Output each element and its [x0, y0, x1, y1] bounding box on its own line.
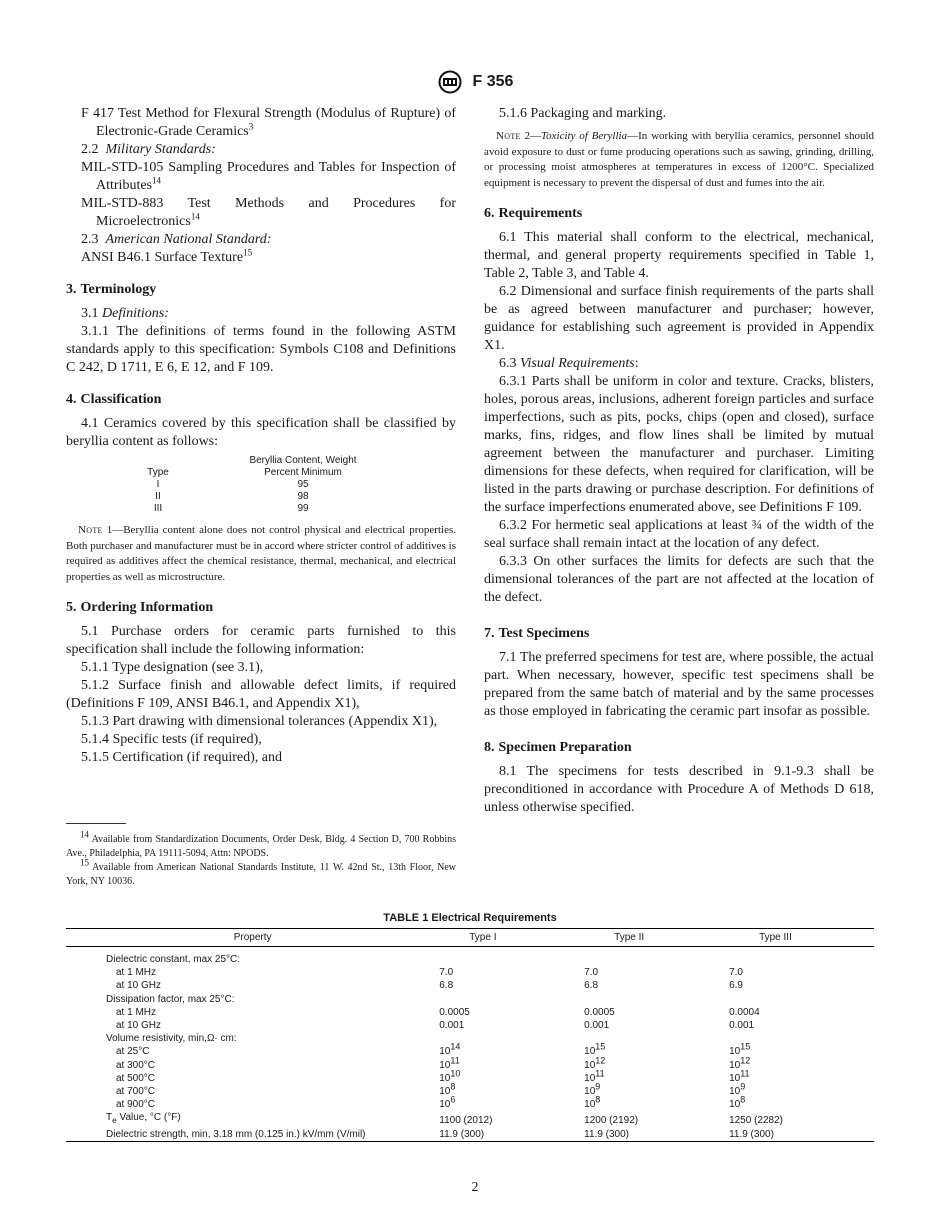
- property-label: at 10 GHz: [116, 1020, 162, 1032]
- value-type-3: 1250 (2282): [729, 1115, 783, 1127]
- paragraph-3-1-1: 3.1.1 The definitions of terms found in the following ASTM standards apply to this specification: Symbols C108 and Definitions C 242, D 1711, E 6, E 12, and F 109.: [66, 324, 456, 375]
- reference-f417: F 417 Test Method for Flexural Strength (Modulus of Rupture) of Electronic-Grade Ceramics$^3$: [81, 106, 456, 139]
- table-row: [66, 1019, 874, 1032]
- section-6-heading: 6. Requirements: [484, 206, 583, 221]
- beryllia-row: III 99: [153, 503, 309, 514]
- value-type-1: $10^{14}$: [439, 1042, 461, 1058]
- value-type-3: 11.9 (300): [729, 1128, 874, 1142]
- table-1-electrical-requirements: [66, 912, 874, 1142]
- paragraph-6-3-3: 6.3.3 On other surfaces the limits for defects are such that the dimensional tolerances of the part are not affected at the location of the defect.: [484, 554, 874, 605]
- value-type-2: 0.0005: [584, 1006, 615, 1018]
- paragraph-5-1-1: 5.1.1 Type designation (see 3.1),: [81, 660, 264, 675]
- paragraph-4-1: 4.1 Ceramics covered by this specification shall be classified by beryllia content as follows:: [66, 416, 456, 449]
- column-header-type-3: Type III: [729, 929, 874, 947]
- property-label: at 700°C: [116, 1086, 156, 1098]
- value-type-1: $10^{11}$: [439, 1055, 460, 1071]
- paragraph-8-1: 8.1 The specimens for tests described in 9.1-9.3 shall be preconditioned in accordance with Procedure A of Methods D 618, unless otherwise specified.: [484, 764, 874, 815]
- paragraph-5-1-6: 5.1.6 Packaging and marking.: [499, 106, 667, 121]
- paragraph-6-3: 6.3 Visual Requirements:: [499, 356, 639, 371]
- table-row: [66, 1006, 874, 1019]
- property-label: at 1 MHz: [116, 1006, 157, 1018]
- property-label: at 900°C: [116, 1099, 156, 1111]
- table-row: [66, 993, 874, 1006]
- property-label: Dielectric strength, min, 3.18 mm (0.125 in.) kV/mm (V/mil): [66, 1128, 439, 1142]
- value-type-1: 0.001: [439, 1020, 465, 1032]
- value-type-1: 6.8: [439, 980, 454, 992]
- table-1-caption: TABLE 1 Electrical Requirements: [383, 912, 557, 924]
- paragraph-5-1-2: 5.1.2 Surface finish and allowable defect limits, if required (Definitions F 109, ANSI B46.1, and Appendix X1),: [66, 678, 456, 711]
- property-label: Dielectric constant, max 25°C:: [106, 954, 241, 965]
- value-type-3: $10^9$: [729, 1081, 746, 1098]
- value-type-2: 7.0: [584, 967, 599, 979]
- value-type-2: $10^9$: [584, 1081, 601, 1098]
- property-label: at 300°C: [116, 1059, 156, 1071]
- value-type-1: $10^8$: [439, 1081, 456, 1098]
- value-type-1: 0.0005: [439, 1006, 470, 1018]
- paragraph-5-1-3: 5.1.3 Part drawing with dimensional tolerances (Appendix X1),: [81, 714, 438, 729]
- value-type-1: 7.0: [439, 967, 454, 979]
- column-header-property: Property: [66, 929, 439, 947]
- value-type-3: $10^{15}$: [729, 1042, 751, 1058]
- beryllia-row: II 98: [155, 491, 309, 502]
- table-row: [66, 1128, 874, 1142]
- column-header-type-1: Type I: [439, 929, 584, 947]
- value-type-3: 6.9: [729, 980, 743, 992]
- right-column: [484, 105, 874, 817]
- footnote-divider: [66, 823, 126, 824]
- property-label: $T_e$ Value, °C (°F): [106, 1112, 181, 1126]
- table-row: [66, 1059, 874, 1072]
- paragraph-5-1-5: 5.1.5 Certification (if required), and: [81, 750, 282, 765]
- subsection-2-2: 2.2 Military Standards:: [81, 142, 216, 157]
- beryllia-header-type: Type: [147, 467, 169, 478]
- value-type-1: [439, 947, 584, 967]
- section-7-heading: 7. Test Specimens: [484, 626, 590, 641]
- value-type-1: $10^{10}$: [439, 1068, 461, 1084]
- astm-logo-icon: [437, 70, 463, 94]
- property-label: Dissipation factor, max 25°C:: [106, 993, 235, 1005]
- value-type-2: 0.001: [584, 1020, 610, 1032]
- value-type-2: [584, 947, 729, 967]
- paragraph-3-1: 3.1 Definitions:: [81, 306, 169, 321]
- left-column: [66, 105, 456, 767]
- reference-mil-std-105: MIL-STD-105 Sampling Procedures and Tables for Inspection of Attributes$^{14}$: [81, 160, 456, 193]
- beryllia-row: I 95: [156, 479, 309, 490]
- value-type-3: [729, 1032, 874, 1045]
- table-row: [66, 1085, 874, 1098]
- value-type-1: [439, 1032, 584, 1045]
- table-row: [66, 1032, 874, 1045]
- value-type-2: [584, 1032, 729, 1045]
- value-type-2: 6.8: [584, 980, 599, 992]
- table-row: [66, 1098, 874, 1111]
- footnote-15: $^{15}$ Available from American National Standards Institute, 11 W. 42nd St., 13th Floor, New York, NY 10036.: [66, 857, 456, 887]
- beryllia-header-content: Beryllia Content, Weight: [249, 455, 357, 466]
- value-type-1: [439, 993, 584, 1006]
- reference-mil-std-883: MIL-STD-883 Test Methods and Procedures for Microelectronics$^{14}$: [81, 196, 456, 229]
- value-type-3: 7.0: [729, 967, 743, 979]
- paragraph-6-2: 6.2 Dimensional and surface finish requirements of the parts shall be as agreed between manufacturer and purchaser; however, guidance for establishing such agreement is provided in Appendix X1.: [484, 284, 874, 353]
- value-type-1: 1100 (2012): [439, 1115, 493, 1127]
- table-1-grid: [66, 928, 874, 1142]
- table-row: [66, 947, 874, 967]
- reference-ansi-b46: ANSI B46.1 Surface Texture$^{15}$: [81, 247, 253, 265]
- footnotes: [66, 829, 456, 889]
- note-1: Note 1—Beryllia content alone does not control physical and electrical properties. Both purchaser and manufacturer must be in accord where stricter control of additives is required as additives affect the chemical resistance, thermal, mechanical, and electrical properties as well as microstructure.: [66, 524, 456, 583]
- paragraph-5-1-4: 5.1.4 Specific tests (if required),: [81, 732, 262, 747]
- paragraph-6-3-1: 6.3.1 Parts shall be uniform in color and texture. Cracks, blisters, holes, porous areas, inclusions, adherent foreign particles and surface imperfections, such as pits, pocks, chips (open and closed), surface marks, fins, ridges, and flow lines shall be limited by mutual agreement between the manufacturer and purchaser. Limiting dimensions for these defects, when required for clarification, will be listed in the parts drawing or purchase description. For definitions of the surface imperfections enumerated above, see Definitions F 109.: [484, 374, 874, 515]
- page-header: [0, 70, 950, 94]
- note-2: Note 2—Toxicity of Beryllia—In working with beryllia ceramics, personnel should avoid exposure to dust or fume producing operations such as sawing, grinding, drilling, or processing moist atmospheres at temperatures in excess of 1200°C. Specialized equipment is necessary to prevent the dispersal of dust and fumes into the air.: [484, 130, 874, 189]
- value-type-1: $10^6$: [439, 1094, 456, 1111]
- value-type-3: $10^8$: [729, 1094, 746, 1111]
- property-label: at 10 GHz: [116, 980, 162, 992]
- property-label: at 1 MHz: [116, 967, 157, 979]
- page-number: 2: [471, 1180, 479, 1195]
- table-row: [66, 1111, 874, 1127]
- value-type-2: 11.9 (300): [584, 1128, 729, 1142]
- subsection-2-3: 2.3 American National Standard:: [81, 232, 272, 247]
- table-row: [66, 966, 874, 979]
- beryllia-content-table: [83, 455, 373, 515]
- property-label: at 25°C: [116, 1046, 150, 1058]
- section-4-heading: 4. Classification: [66, 392, 162, 407]
- value-type-2: $10^{11}$: [584, 1068, 605, 1084]
- value-type-3: [729, 993, 874, 1006]
- section-3-heading: 3. Terminology: [66, 282, 157, 297]
- table-row: [66, 1045, 874, 1058]
- property-label: at 500°C: [116, 1072, 156, 1084]
- beryllia-header-percent: Percent Minimum: [264, 467, 342, 478]
- table-row: [66, 979, 874, 992]
- paragraph-5-1: 5.1 Purchase orders for ceramic parts furnished to this specification shall include the following information:: [66, 624, 456, 657]
- value-type-3: 0.001: [729, 1020, 755, 1032]
- section-8-heading: 8. Specimen Preparation: [484, 740, 632, 755]
- value-type-1: 11.9 (300): [439, 1128, 584, 1142]
- property-label: Volume resistivity, min,Ω· cm:: [106, 1033, 237, 1045]
- standard-designation: F 356: [472, 73, 514, 90]
- value-type-3: [729, 947, 874, 967]
- value-type-3: 0.0004: [729, 1006, 760, 1018]
- value-type-2: $10^{15}$: [584, 1042, 606, 1058]
- value-type-2: [584, 993, 729, 1006]
- section-5-heading: 5. Ordering Information: [66, 600, 214, 615]
- footnote-14: $^{14}$ Available from Standardization Documents, Order Desk, Bldg. 4 Section D, 700 Robbins Ave., Philadelphia, PA 19111-5094, Attn: NPODS.: [66, 829, 456, 859]
- value-type-2: $10^{12}$: [584, 1055, 606, 1071]
- table-row: [66, 1072, 874, 1085]
- value-type-3: $10^{11}$: [729, 1068, 750, 1084]
- column-header-type-2: Type II: [584, 929, 729, 947]
- paragraph-7-1: 7.1 The preferred specimens for test are, where possible, the actual part. When necessary, however, specific test specimens shall be prepared from the same batch of material and by the same processes as those employed in fabricating the ceramic part insofar as possible.: [484, 650, 874, 719]
- paragraph-6-3-2: 6.3.2 For hermetic seal applications at least ¾ of the width of the seal surface shall remain intact at the location of any defect.: [484, 518, 874, 551]
- value-type-2: 1200 (2192): [584, 1115, 639, 1127]
- value-type-3: $10^{12}$: [729, 1055, 751, 1071]
- value-type-2: $10^8$: [584, 1094, 601, 1111]
- paragraph-6-1: 6.1 This material shall conform to the electrical, mechanical, thermal, and general property requirements specified in Table 1, Table 2, Table 3, and Table 4.: [484, 230, 874, 281]
